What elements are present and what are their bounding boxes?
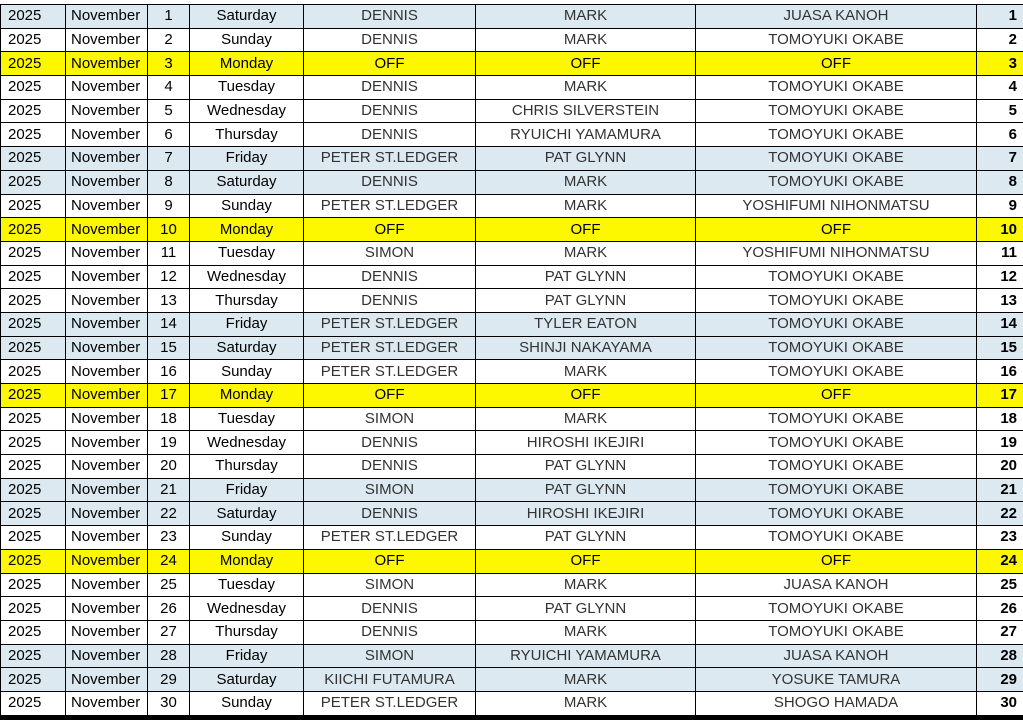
row-number-cell[interactable]: 2 bbox=[977, 28, 1023, 52]
year-cell[interactable]: 2025 bbox=[1, 123, 66, 147]
table-row bbox=[1, 644, 1023, 668]
table-row bbox=[1, 336, 1023, 360]
table-row bbox=[1, 668, 1023, 692]
date-cell[interactable]: 1 bbox=[148, 5, 190, 29]
month-cell[interactable]: November bbox=[66, 265, 148, 289]
staff-cell-1[interactable]: PETER ST.LEDGER bbox=[304, 194, 476, 218]
staff-cell-2[interactable]: MARK bbox=[476, 360, 696, 384]
year-cell[interactable]: 2025 bbox=[1, 194, 66, 218]
month-cell[interactable]: November bbox=[66, 407, 148, 431]
table-row bbox=[1, 218, 1023, 242]
row-number-cell[interactable]: 9 bbox=[977, 194, 1023, 218]
table-row bbox=[1, 265, 1023, 289]
month-cell[interactable]: November bbox=[66, 218, 148, 242]
year-cell[interactable]: 2025 bbox=[1, 147, 66, 171]
date-cell[interactable]: 4 bbox=[148, 76, 190, 100]
staff-cell-1[interactable]: OFF bbox=[304, 218, 476, 242]
weekday-cell[interactable]: Sunday bbox=[190, 526, 304, 550]
staff-cell-1[interactable]: PETER ST.LEDGER bbox=[304, 147, 476, 171]
staff-cell-2[interactable]: OFF bbox=[476, 218, 696, 242]
month-cell[interactable]: November bbox=[66, 526, 148, 550]
staff-cell-3[interactable]: YOSHIFUMI NIHONMATSU bbox=[696, 241, 977, 265]
year-cell[interactable]: 2025 bbox=[1, 597, 66, 621]
row-number-cell[interactable]: 15 bbox=[977, 336, 1023, 360]
staff-cell-2[interactable]: PAT GLYNN bbox=[476, 147, 696, 171]
date-cell[interactable]: 13 bbox=[148, 289, 190, 313]
table-row bbox=[1, 5, 1023, 29]
staff-cell-2[interactable]: PAT GLYNN bbox=[476, 597, 696, 621]
month-cell[interactable]: November bbox=[66, 668, 148, 692]
row-number-cell[interactable]: 4 bbox=[977, 76, 1023, 100]
year-cell[interactable]: 2025 bbox=[1, 241, 66, 265]
table-row bbox=[1, 289, 1023, 313]
weekday-cell[interactable]: Friday bbox=[190, 478, 304, 502]
table-row bbox=[1, 99, 1023, 123]
row-number-cell[interactable]: 5 bbox=[977, 99, 1023, 123]
staff-cell-3[interactable]: TOMOYUKI OKABE bbox=[696, 597, 977, 621]
weekday-cell[interactable]: Wednesday bbox=[190, 265, 304, 289]
table-row bbox=[1, 147, 1023, 171]
staff-cell-1[interactable]: PETER ST.LEDGER bbox=[304, 526, 476, 550]
weekday-cell[interactable]: Sunday bbox=[190, 194, 304, 218]
staff-cell-1[interactable]: SIMON bbox=[304, 241, 476, 265]
table-row bbox=[1, 28, 1023, 52]
staff-cell-3[interactable]: TOMOYUKI OKABE bbox=[696, 407, 977, 431]
weekday-cell[interactable]: Friday bbox=[190, 644, 304, 668]
weekday-cell[interactable]: Tuesday bbox=[190, 241, 304, 265]
date-cell[interactable]: 24 bbox=[148, 549, 190, 573]
staff-cell-1[interactable]: PETER ST.LEDGER bbox=[304, 336, 476, 360]
weekday-cell[interactable]: Sunday bbox=[190, 691, 304, 715]
row-number-cell[interactable]: 23 bbox=[977, 526, 1023, 550]
row-number-cell[interactable]: 14 bbox=[977, 312, 1023, 336]
year-cell[interactable]: 2025 bbox=[1, 265, 66, 289]
staff-cell-2[interactable]: MARK bbox=[476, 5, 696, 29]
staff-cell-1[interactable]: PETER ST.LEDGER bbox=[304, 312, 476, 336]
row-number-cell[interactable]: 26 bbox=[977, 597, 1023, 621]
weekday-cell[interactable]: Saturday bbox=[190, 170, 304, 194]
table-row bbox=[1, 52, 1023, 76]
date-cell[interactable]: 5 bbox=[148, 99, 190, 123]
table-row bbox=[1, 431, 1023, 455]
row-number-cell[interactable]: 7 bbox=[977, 147, 1023, 171]
weekday-cell[interactable]: Saturday bbox=[190, 5, 304, 29]
month-cell[interactable]: November bbox=[66, 360, 148, 384]
date-cell[interactable]: 27 bbox=[148, 620, 190, 644]
staff-cell-2[interactable]: SHINJI NAKAYAMA bbox=[476, 336, 696, 360]
staff-cell-3[interactable]: TOMOYUKI OKABE bbox=[696, 502, 977, 526]
staff-cell-1[interactable]: OFF bbox=[304, 384, 476, 408]
row-number-cell[interactable]: 3 bbox=[977, 52, 1023, 76]
year-cell[interactable]: 2025 bbox=[1, 76, 66, 100]
month-cell[interactable]: November bbox=[66, 384, 148, 408]
staff-cell-1[interactable]: OFF bbox=[304, 549, 476, 573]
row-number-cell[interactable]: 6 bbox=[977, 123, 1023, 147]
staff-cell-2[interactable]: MARK bbox=[476, 28, 696, 52]
staff-cell-2[interactable]: CHRIS SILVERSTEIN bbox=[476, 99, 696, 123]
staff-cell-1[interactable]: DENNIS bbox=[304, 289, 476, 313]
staff-cell-2[interactable]: PAT GLYNN bbox=[476, 478, 696, 502]
table-row bbox=[1, 76, 1023, 100]
staff-cell-1[interactable]: SIMON bbox=[304, 644, 476, 668]
staff-cell-2[interactable]: OFF bbox=[476, 52, 696, 76]
schedule-table bbox=[0, 4, 1023, 716]
staff-cell-2[interactable]: HIROSHI IKEJIRI bbox=[476, 431, 696, 455]
staff-cell-1[interactable]: SIMON bbox=[304, 478, 476, 502]
table-row bbox=[1, 312, 1023, 336]
staff-cell-3[interactable]: OFF bbox=[696, 384, 977, 408]
staff-cell-1[interactable]: DENNIS bbox=[304, 5, 476, 29]
weekday-cell[interactable]: Tuesday bbox=[190, 573, 304, 597]
table-row bbox=[1, 194, 1023, 218]
date-cell[interactable]: 15 bbox=[148, 336, 190, 360]
row-number-cell[interactable]: 25 bbox=[977, 573, 1023, 597]
schedule-body bbox=[1, 5, 1023, 716]
row-number-cell[interactable]: 22 bbox=[977, 502, 1023, 526]
table-row bbox=[1, 573, 1023, 597]
year-cell[interactable]: 2025 bbox=[1, 336, 66, 360]
staff-cell-1[interactable]: DENNIS bbox=[304, 455, 476, 479]
row-number-cell[interactable]: 11 bbox=[977, 241, 1023, 265]
table-row bbox=[1, 478, 1023, 502]
month-cell[interactable]: November bbox=[66, 147, 148, 171]
table-row bbox=[1, 384, 1023, 408]
row-number-cell[interactable]: 17 bbox=[977, 384, 1023, 408]
table-row bbox=[1, 170, 1023, 194]
staff-cell-3[interactable]: TOMOYUKI OKABE bbox=[696, 147, 977, 171]
weekday-cell[interactable]: Thursday bbox=[190, 123, 304, 147]
year-cell[interactable]: 2025 bbox=[1, 384, 66, 408]
row-number-cell[interactable]: 13 bbox=[977, 289, 1023, 313]
month-cell[interactable]: November bbox=[66, 5, 148, 29]
staff-cell-1[interactable]: DENNIS bbox=[304, 76, 476, 100]
year-cell[interactable]: 2025 bbox=[1, 52, 66, 76]
staff-cell-1[interactable]: DENNIS bbox=[304, 123, 476, 147]
date-cell[interactable]: 9 bbox=[148, 194, 190, 218]
staff-cell-1[interactable]: KIICHI FUTAMURA bbox=[304, 668, 476, 692]
year-cell[interactable]: 2025 bbox=[1, 289, 66, 313]
staff-cell-3[interactable]: SHOGO HAMADA bbox=[696, 691, 977, 715]
weekday-cell[interactable]: Friday bbox=[190, 147, 304, 171]
staff-cell-2[interactable]: OFF bbox=[476, 549, 696, 573]
date-cell[interactable]: 16 bbox=[148, 360, 190, 384]
month-cell[interactable]: November bbox=[66, 573, 148, 597]
table-row bbox=[1, 360, 1023, 384]
staff-cell-2[interactable]: MARK bbox=[476, 170, 696, 194]
month-cell[interactable]: November bbox=[66, 52, 148, 76]
month-cell[interactable]: November bbox=[66, 123, 148, 147]
weekday-cell[interactable]: Monday bbox=[190, 549, 304, 573]
month-cell[interactable]: November bbox=[66, 194, 148, 218]
year-cell[interactable]: 2025 bbox=[1, 478, 66, 502]
staff-cell-1[interactable]: SIMON bbox=[304, 407, 476, 431]
row-number-cell[interactable]: 1 bbox=[977, 5, 1023, 29]
staff-cell-3[interactable]: JUASA KANOH bbox=[696, 5, 977, 29]
staff-cell-3[interactable]: TOMOYUKI OKABE bbox=[696, 170, 977, 194]
staff-cell-1[interactable]: DENNIS bbox=[304, 265, 476, 289]
date-cell[interactable]: 23 bbox=[148, 526, 190, 550]
date-cell[interactable]: 29 bbox=[148, 668, 190, 692]
table-row bbox=[1, 407, 1023, 431]
staff-cell-3[interactable]: TOMOYUKI OKABE bbox=[696, 478, 977, 502]
year-cell[interactable]: 2025 bbox=[1, 170, 66, 194]
table-row bbox=[1, 123, 1023, 147]
staff-cell-3[interactable]: TOMOYUKI OKABE bbox=[696, 336, 977, 360]
staff-cell-2[interactable]: PAT GLYNN bbox=[476, 265, 696, 289]
month-cell[interactable]: November bbox=[66, 289, 148, 313]
month-cell[interactable]: November bbox=[66, 336, 148, 360]
date-cell[interactable]: 11 bbox=[148, 241, 190, 265]
row-number-cell[interactable]: 20 bbox=[977, 455, 1023, 479]
staff-cell-3[interactable]: TOMOYUKI OKABE bbox=[696, 431, 977, 455]
staff-cell-3[interactable]: TOMOYUKI OKABE bbox=[696, 28, 977, 52]
date-cell[interactable]: 21 bbox=[148, 478, 190, 502]
staff-cell-1[interactable]: OFF bbox=[304, 52, 476, 76]
date-cell[interactable]: 14 bbox=[148, 312, 190, 336]
year-cell[interactable]: 2025 bbox=[1, 549, 66, 573]
row-number-cell[interactable]: 21 bbox=[977, 478, 1023, 502]
staff-cell-3[interactable]: OFF bbox=[696, 218, 977, 242]
staff-cell-3[interactable]: TOMOYUKI OKABE bbox=[696, 526, 977, 550]
weekday-cell[interactable]: Saturday bbox=[190, 336, 304, 360]
month-cell[interactable]: November bbox=[66, 549, 148, 573]
staff-cell-3[interactable]: YOSHIFUMI NIHONMATSU bbox=[696, 194, 977, 218]
staff-cell-2[interactable]: TYLER EATON bbox=[476, 312, 696, 336]
staff-cell-3[interactable]: TOMOYUKI OKABE bbox=[696, 289, 977, 313]
weekday-cell[interactable]: Thursday bbox=[190, 455, 304, 479]
staff-cell-2[interactable]: MARK bbox=[476, 194, 696, 218]
staff-cell-2[interactable]: MARK bbox=[476, 76, 696, 100]
year-cell[interactable]: 2025 bbox=[1, 502, 66, 526]
month-cell[interactable]: November bbox=[66, 620, 148, 644]
table-row bbox=[1, 597, 1023, 621]
table-row bbox=[1, 241, 1023, 265]
staff-cell-2[interactable]: MARK bbox=[476, 691, 696, 715]
date-cell[interactable]: 20 bbox=[148, 455, 190, 479]
staff-cell-2[interactable]: PAT GLYNN bbox=[476, 289, 696, 313]
staff-cell-3[interactable]: TOMOYUKI OKABE bbox=[696, 99, 977, 123]
row-number-cell[interactable]: 29 bbox=[977, 668, 1023, 692]
year-cell[interactable]: 2025 bbox=[1, 218, 66, 242]
month-cell[interactable]: November bbox=[66, 28, 148, 52]
weekday-cell[interactable]: Monday bbox=[190, 52, 304, 76]
table-row bbox=[1, 455, 1023, 479]
weekday-cell[interactable]: Saturday bbox=[190, 668, 304, 692]
row-number-cell[interactable]: 8 bbox=[977, 170, 1023, 194]
year-cell[interactable]: 2025 bbox=[1, 99, 66, 123]
row-number-cell[interactable]: 18 bbox=[977, 407, 1023, 431]
year-cell[interactable]: 2025 bbox=[1, 431, 66, 455]
year-cell[interactable]: 2025 bbox=[1, 620, 66, 644]
year-cell[interactable]: 2025 bbox=[1, 691, 66, 715]
weekday-cell[interactable]: Thursday bbox=[190, 289, 304, 313]
staff-cell-3[interactable]: TOMOYUKI OKABE bbox=[696, 76, 977, 100]
weekday-cell[interactable]: Monday bbox=[190, 218, 304, 242]
date-cell[interactable]: 26 bbox=[148, 597, 190, 621]
year-cell[interactable]: 2025 bbox=[1, 526, 66, 550]
staff-cell-3[interactable]: OFF bbox=[696, 549, 977, 573]
staff-cell-2[interactable]: PAT GLYNN bbox=[476, 455, 696, 479]
weekday-cell[interactable]: Friday bbox=[190, 312, 304, 336]
staff-cell-3[interactable]: TOMOYUKI OKABE bbox=[696, 455, 977, 479]
staff-cell-1[interactable]: DENNIS bbox=[304, 431, 476, 455]
bottom-border bbox=[0, 716, 1023, 720]
date-cell[interactable]: 6 bbox=[148, 123, 190, 147]
date-cell[interactable]: 28 bbox=[148, 644, 190, 668]
month-cell[interactable]: November bbox=[66, 170, 148, 194]
month-cell[interactable]: November bbox=[66, 312, 148, 336]
date-cell[interactable]: 18 bbox=[148, 407, 190, 431]
staff-cell-2[interactable]: MARK bbox=[476, 241, 696, 265]
row-number-cell[interactable]: 30 bbox=[977, 691, 1023, 715]
date-cell[interactable]: 17 bbox=[148, 384, 190, 408]
staff-cell-1[interactable]: DENNIS bbox=[304, 502, 476, 526]
month-cell[interactable]: November bbox=[66, 691, 148, 715]
staff-cell-1[interactable]: PETER ST.LEDGER bbox=[304, 691, 476, 715]
weekday-cell[interactable]: Sunday bbox=[190, 28, 304, 52]
staff-cell-2[interactable]: PAT GLYNN bbox=[476, 526, 696, 550]
month-cell[interactable]: November bbox=[66, 597, 148, 621]
staff-cell-3[interactable]: TOMOYUKI OKABE bbox=[696, 123, 977, 147]
weekday-cell[interactable]: Tuesday bbox=[190, 76, 304, 100]
staff-cell-1[interactable]: SIMON bbox=[304, 573, 476, 597]
weekday-cell[interactable]: Wednesday bbox=[190, 597, 304, 621]
year-cell[interactable]: 2025 bbox=[1, 312, 66, 336]
row-number-cell[interactable]: 27 bbox=[977, 620, 1023, 644]
staff-cell-3[interactable]: JUASA KANOH bbox=[696, 644, 977, 668]
staff-cell-2[interactable]: RYUICHI YAMAMURA bbox=[476, 123, 696, 147]
staff-cell-2[interactable]: MARK bbox=[476, 668, 696, 692]
staff-cell-1[interactable]: PETER ST.LEDGER bbox=[304, 360, 476, 384]
staff-cell-2[interactable]: RYUICHI YAMAMURA bbox=[476, 644, 696, 668]
staff-cell-2[interactable]: MARK bbox=[476, 620, 696, 644]
month-cell[interactable]: November bbox=[66, 502, 148, 526]
staff-cell-1[interactable]: DENNIS bbox=[304, 170, 476, 194]
month-cell[interactable]: November bbox=[66, 241, 148, 265]
staff-cell-2[interactable]: OFF bbox=[476, 384, 696, 408]
date-cell[interactable]: 22 bbox=[148, 502, 190, 526]
staff-cell-1[interactable]: DENNIS bbox=[304, 99, 476, 123]
staff-cell-3[interactable]: TOMOYUKI OKABE bbox=[696, 620, 977, 644]
weekday-cell[interactable]: Monday bbox=[190, 384, 304, 408]
date-cell[interactable]: 3 bbox=[148, 52, 190, 76]
year-cell[interactable]: 2025 bbox=[1, 644, 66, 668]
date-cell[interactable]: 19 bbox=[148, 431, 190, 455]
table-row bbox=[1, 620, 1023, 644]
date-cell[interactable]: 30 bbox=[148, 691, 190, 715]
date-cell[interactable]: 2 bbox=[148, 28, 190, 52]
year-cell[interactable]: 2025 bbox=[1, 360, 66, 384]
row-number-cell[interactable]: 24 bbox=[977, 549, 1023, 573]
year-cell[interactable]: 2025 bbox=[1, 5, 66, 29]
date-cell[interactable]: 12 bbox=[148, 265, 190, 289]
row-number-cell[interactable]: 10 bbox=[977, 218, 1023, 242]
row-number-cell[interactable]: 16 bbox=[977, 360, 1023, 384]
table-row bbox=[1, 526, 1023, 550]
table-row bbox=[1, 549, 1023, 573]
year-cell[interactable]: 2025 bbox=[1, 455, 66, 479]
staff-cell-3[interactable]: TOMOYUKI OKABE bbox=[696, 265, 977, 289]
staff-cell-1[interactable]: DENNIS bbox=[304, 28, 476, 52]
weekday-cell[interactable]: Saturday bbox=[190, 502, 304, 526]
row-number-cell[interactable]: 19 bbox=[977, 431, 1023, 455]
month-cell[interactable]: November bbox=[66, 76, 148, 100]
weekday-cell[interactable]: Wednesday bbox=[190, 99, 304, 123]
staff-cell-2[interactable]: MARK bbox=[476, 573, 696, 597]
staff-cell-3[interactable]: OFF bbox=[696, 52, 977, 76]
table-row bbox=[1, 691, 1023, 715]
row-number-cell[interactable]: 12 bbox=[977, 265, 1023, 289]
staff-cell-2[interactable]: MARK bbox=[476, 407, 696, 431]
year-cell[interactable]: 2025 bbox=[1, 573, 66, 597]
staff-cell-1[interactable]: DENNIS bbox=[304, 620, 476, 644]
weekday-cell[interactable]: Tuesday bbox=[190, 407, 304, 431]
year-cell[interactable]: 2025 bbox=[1, 28, 66, 52]
month-cell[interactable]: November bbox=[66, 644, 148, 668]
staff-cell-1[interactable]: DENNIS bbox=[304, 597, 476, 621]
date-cell[interactable]: 7 bbox=[148, 147, 190, 171]
month-cell[interactable]: November bbox=[66, 431, 148, 455]
weekday-cell[interactable]: Thursday bbox=[190, 620, 304, 644]
month-cell[interactable]: November bbox=[66, 99, 148, 123]
month-cell[interactable]: November bbox=[66, 478, 148, 502]
weekday-cell[interactable]: Wednesday bbox=[190, 431, 304, 455]
staff-cell-3[interactable]: TOMOYUKI OKABE bbox=[696, 312, 977, 336]
year-cell[interactable]: 2025 bbox=[1, 668, 66, 692]
weekday-cell[interactable]: Sunday bbox=[190, 360, 304, 384]
date-cell[interactable]: 8 bbox=[148, 170, 190, 194]
staff-cell-3[interactable]: YOSUKE TAMURA bbox=[696, 668, 977, 692]
row-number-cell[interactable]: 28 bbox=[977, 644, 1023, 668]
staff-cell-3[interactable]: TOMOYUKI OKABE bbox=[696, 360, 977, 384]
month-cell[interactable]: November bbox=[66, 455, 148, 479]
date-cell[interactable]: 25 bbox=[148, 573, 190, 597]
table-row bbox=[1, 502, 1023, 526]
date-cell[interactable]: 10 bbox=[148, 218, 190, 242]
staff-cell-2[interactable]: HIROSHI IKEJIRI bbox=[476, 502, 696, 526]
staff-cell-3[interactable]: JUASA KANOH bbox=[696, 573, 977, 597]
year-cell[interactable]: 2025 bbox=[1, 407, 66, 431]
